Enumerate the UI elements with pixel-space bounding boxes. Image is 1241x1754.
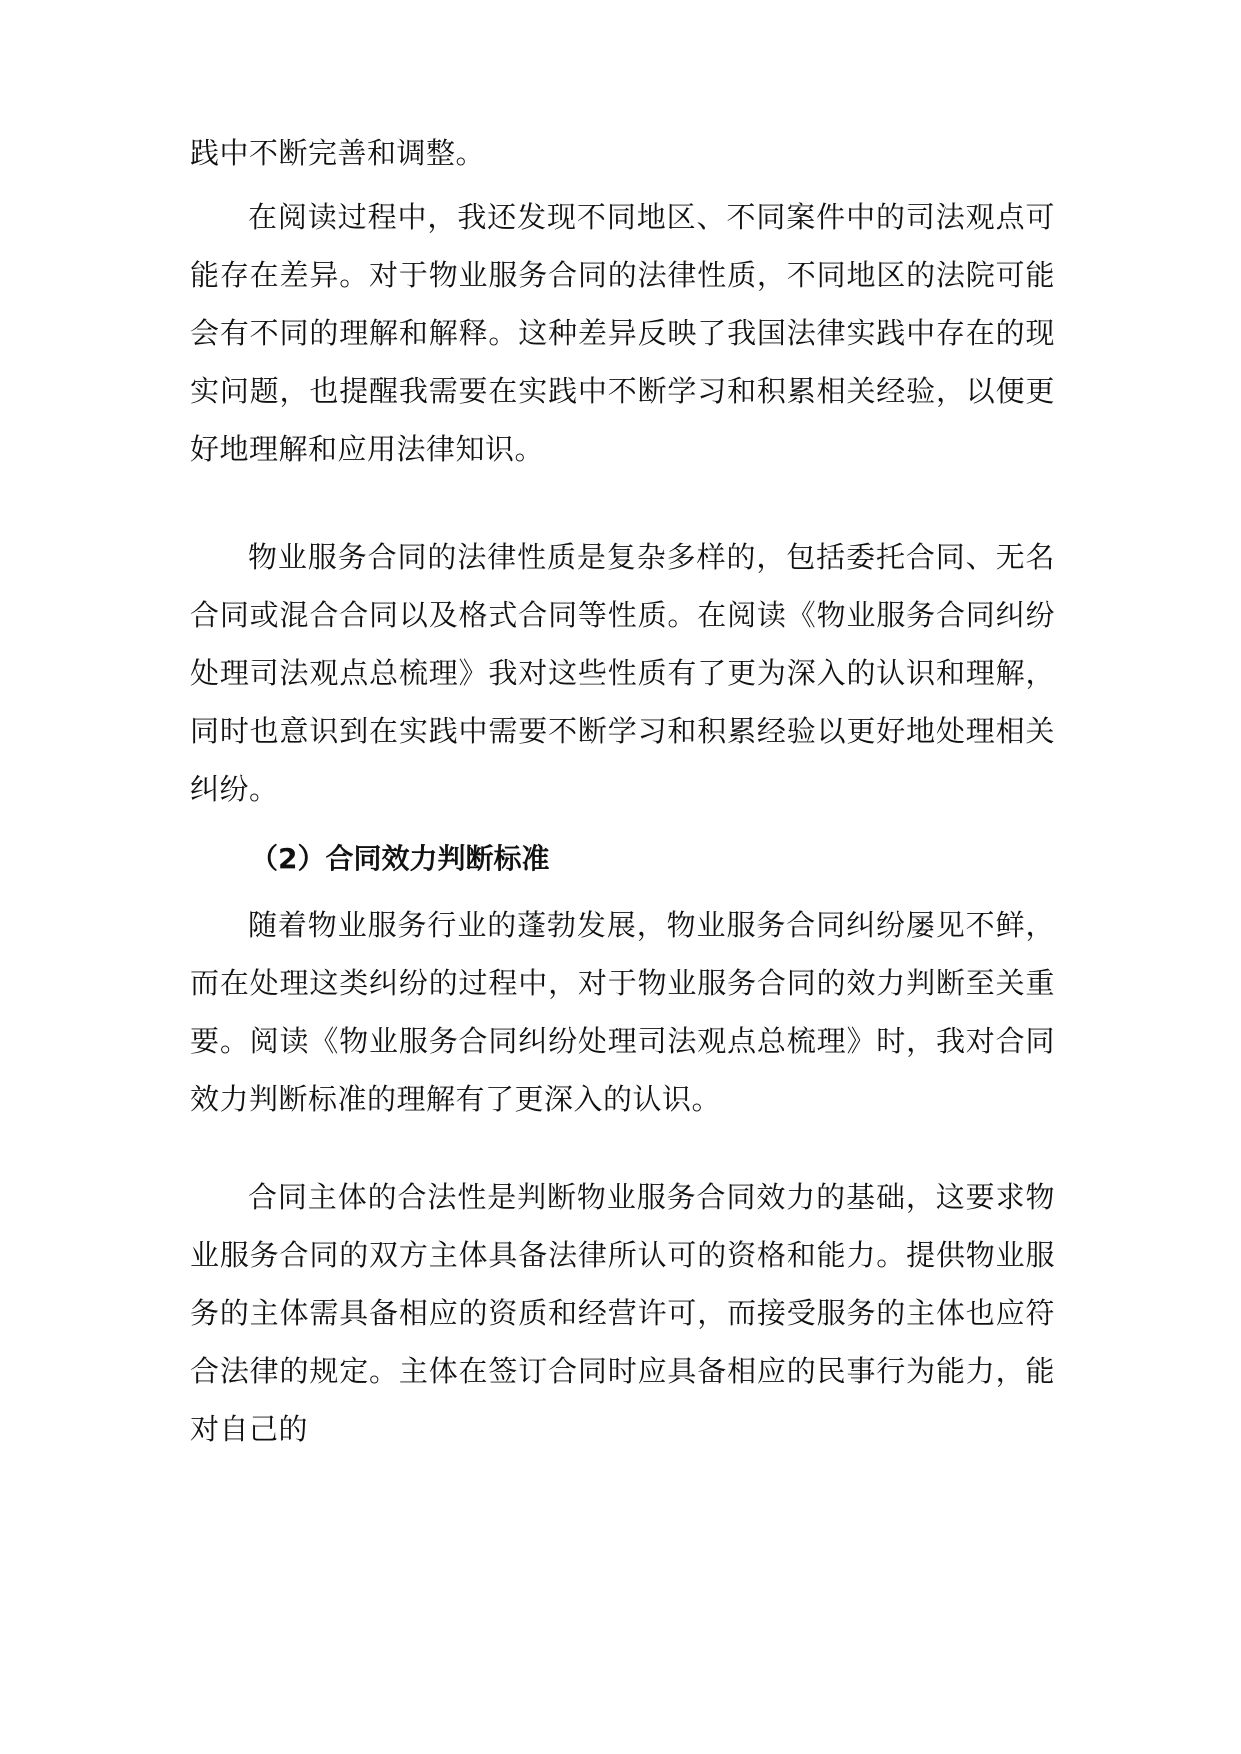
paragraph-regional-differences: 在阅读过程中，我还发现不同地区、不同案件中的司法观点可能存在差异。对于物业服务合同的法律性质，不同地区的法院可能会有不同的理解和解释。这种差异反映了我国法律实践中存在的现实问题，也提醒我需要在实践中不断学习和积累相关经验，以便更好地理解和应用法律知识。 [190, 200, 1055, 466]
paragraph-continuation: 践中不断完善和调整。 [190, 136, 486, 170]
paragraph-legal-nature: 物业服务合同的法律性质是复杂多样的，包括委托合同、无名合同或混合合同以及格式合同等性质。在阅读《物业服务合同纠纷处理司法观点总梳理》我对这些性质有了更为深入的认识和理解，同时也意识到在实践中需要不断学习和积累经验以更好地处理相关纠纷。 [190, 540, 1055, 806]
paragraph-subject-legality: 合同主体的合法性是判断物业服务合同效力的基础，这要求物业服务合同的双方主体具备法律所认可的资格和能力。提供物业服务的主体需具备相应的资质和经营许可，而接受服务的主体也应符合法律的规定。主体在签订合同时应具备相应的民事行为能力，能对自己的 [190, 1180, 1055, 1446]
paragraph-contract-validity: 随着物业服务行业的蓬勃发展，物业服务合同纠纷屡见不鲜，而在处理这类纠纷的过程中，对于物业服务合同的效力判断至关重要。阅读《物业服务合同纠纷处理司法观点总梳理》时，我对合同效力判断标准的理解有了更深入的认识。 [190, 908, 1055, 1116]
section-heading: （2）合同效力判断标准 [250, 842, 550, 875]
